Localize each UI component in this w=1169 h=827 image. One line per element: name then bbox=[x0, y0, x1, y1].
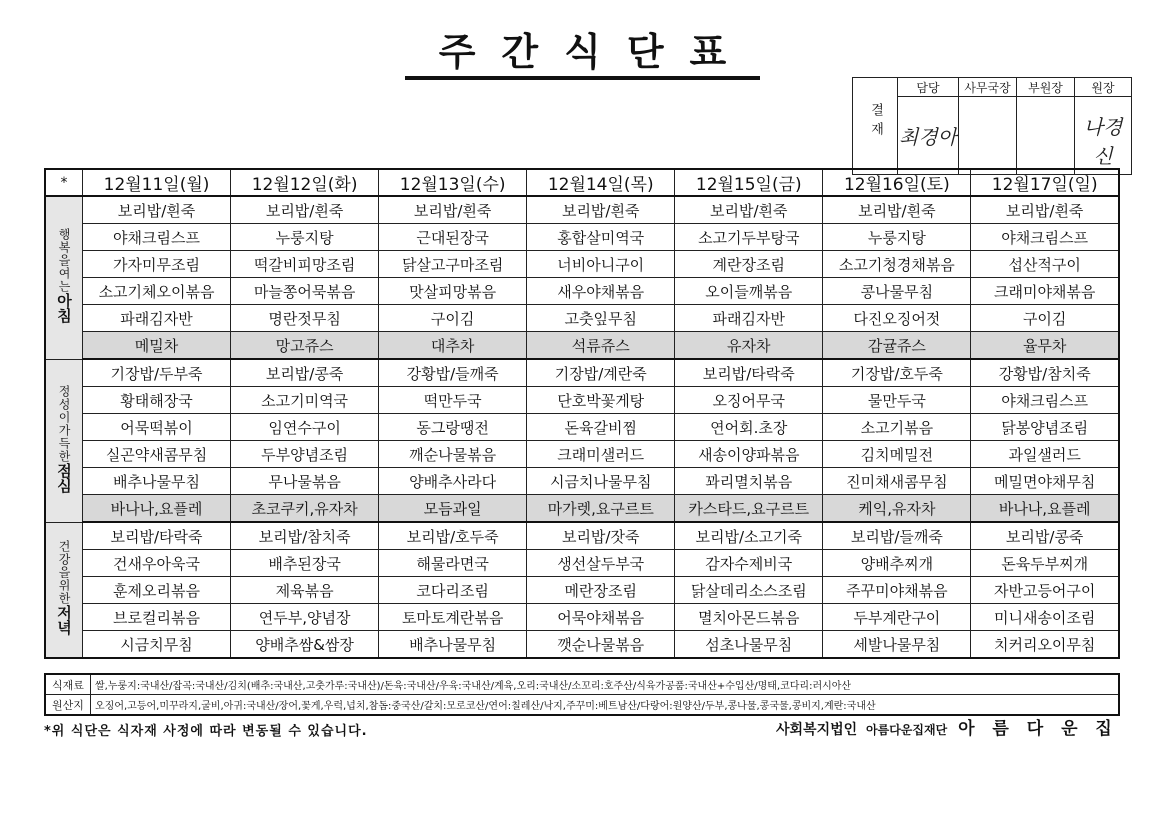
menu-cell: 보리밥/흰죽 bbox=[823, 196, 971, 224]
menu-cell: 브로컬리볶음 bbox=[83, 604, 231, 631]
day-header: 12월16일(토) bbox=[823, 169, 971, 196]
menu-cell: 기장밥/두부죽 bbox=[83, 359, 231, 387]
menu-cell: 토마토계란볶음 bbox=[379, 604, 527, 631]
day-header-row bbox=[45, 169, 1119, 196]
menu-cell: 과일샐러드 bbox=[971, 441, 1119, 468]
menu-row bbox=[45, 414, 1119, 441]
menu-cell: 자반고등어구이 bbox=[971, 577, 1119, 604]
day-header: 12월15일(금) bbox=[675, 169, 823, 196]
meal-main-label: 점심 bbox=[55, 462, 73, 493]
menu-row bbox=[45, 468, 1119, 495]
menu-cell: 김치메밀전 bbox=[823, 441, 971, 468]
menu-cell: 두부양념조림 bbox=[231, 441, 379, 468]
menu-row bbox=[45, 550, 1119, 577]
menu-cell: 고춧잎무침 bbox=[527, 305, 675, 332]
menu-cell: 보리밥/타락죽 bbox=[675, 359, 823, 387]
origin-label-ingredients: 식재료 bbox=[45, 674, 91, 695]
menu-cell: 어묵떡볶이 bbox=[83, 414, 231, 441]
corner-cell: * bbox=[45, 169, 83, 196]
meal-label-text bbox=[56, 540, 72, 635]
menu-cell: 보리밥/타락죽 bbox=[83, 522, 231, 550]
meal-label bbox=[45, 359, 83, 522]
role-vice-director: 부원장 bbox=[1017, 78, 1075, 97]
menu-cell: 기장밥/호두죽 bbox=[823, 359, 971, 387]
menu-cell: 너비아니구이 bbox=[527, 251, 675, 278]
menu-cell: 감자수제비국 bbox=[675, 550, 823, 577]
menu-cell: 코다리조림 bbox=[379, 577, 527, 604]
snack-cell: 율무차 bbox=[971, 332, 1119, 360]
menu-cell: 보리밥/들깨죽 bbox=[823, 522, 971, 550]
origin-table bbox=[44, 673, 1120, 716]
org-foundation: 아름다운집재단 bbox=[866, 723, 948, 737]
menu-cell: 명란젓무침 bbox=[231, 305, 379, 332]
menu-row bbox=[45, 359, 1119, 387]
menu-cell: 보리밥/흰죽 bbox=[527, 196, 675, 224]
menu-cell: 근대된장국 bbox=[379, 224, 527, 251]
meal-label-text bbox=[56, 228, 72, 323]
menu-cell: 깨순나물볶음 bbox=[379, 441, 527, 468]
menu-cell: 닭살데리소스조림 bbox=[675, 577, 823, 604]
menu-cell: 보리밥/잣죽 bbox=[527, 522, 675, 550]
menu-cell: 돈육두부찌개 bbox=[971, 550, 1119, 577]
snack-cell: 카스타드,요구르트 bbox=[675, 495, 823, 523]
signature-secretary-general bbox=[959, 97, 1017, 175]
snack-cell: 대추차 bbox=[379, 332, 527, 360]
menu-cell: 파래김자반 bbox=[83, 305, 231, 332]
menu-cell: 보리밥/흰죽 bbox=[971, 196, 1119, 224]
snack-cell: 감귤쥬스 bbox=[823, 332, 971, 360]
menu-cell: 보리밥/호두죽 bbox=[379, 522, 527, 550]
menu-cell: 배추나물무침 bbox=[379, 631, 527, 659]
menu-row bbox=[45, 631, 1119, 659]
menu-cell: 동그랑땡전 bbox=[379, 414, 527, 441]
approval-label-text: 결재 bbox=[868, 103, 883, 141]
snack-cell: 유자차 bbox=[675, 332, 823, 360]
snack-cell: 바나나,요플레 bbox=[83, 495, 231, 523]
menu-row bbox=[45, 278, 1119, 305]
menu-cell: 치커리오이무침 bbox=[971, 631, 1119, 659]
signature-staff: 최경아 bbox=[898, 97, 959, 175]
snack-cell: 메밀차 bbox=[83, 332, 231, 360]
menu-cell: 양배추찌개 bbox=[823, 550, 971, 577]
menu-row bbox=[45, 387, 1119, 414]
menu-row bbox=[45, 224, 1119, 251]
menu-cell: 어묵야채볶음 bbox=[527, 604, 675, 631]
menu-cell: 콩나물무침 bbox=[823, 278, 971, 305]
approval-box bbox=[852, 77, 1132, 175]
menu-cell: 강황밥/참치죽 bbox=[971, 359, 1119, 387]
menu-cell: 오징어무국 bbox=[675, 387, 823, 414]
menu-cell: 보리밥/소고기죽 bbox=[675, 522, 823, 550]
menu-cell: 계란장조림 bbox=[675, 251, 823, 278]
menu-cell: 배추된장국 bbox=[231, 550, 379, 577]
menu-row bbox=[45, 604, 1119, 631]
menu-cell: 소고기볶음 bbox=[823, 414, 971, 441]
role-secretary-general: 사무국장 bbox=[959, 78, 1017, 97]
day-header: 12월17일(일) bbox=[971, 169, 1119, 196]
menu-cell: 세발나물무침 bbox=[823, 631, 971, 659]
snack-row bbox=[45, 332, 1119, 360]
menu-cell: 연어회.초장 bbox=[675, 414, 823, 441]
menu-cell: 누룽지탕 bbox=[823, 224, 971, 251]
menu-cell: 깻순나물볶음 bbox=[527, 631, 675, 659]
menu-cell: 양배추사라다 bbox=[379, 468, 527, 495]
menu-cell: 연두부,양념장 bbox=[231, 604, 379, 631]
menu-cell: 구이김 bbox=[971, 305, 1119, 332]
menu-cell: 생선살두부국 bbox=[527, 550, 675, 577]
signature-vice-director bbox=[1017, 97, 1075, 175]
meal-label-text bbox=[56, 385, 72, 493]
snack-cell: 석류쥬스 bbox=[527, 332, 675, 360]
menu-cell: 기장밥/계란죽 bbox=[527, 359, 675, 387]
menu-cell: 양배추쌈&쌈장 bbox=[231, 631, 379, 659]
menu-cell: 섭산적구이 bbox=[971, 251, 1119, 278]
menu-cell: 실곤약새콤무침 bbox=[83, 441, 231, 468]
approval-label bbox=[853, 78, 898, 175]
menu-cell: 소고기두부탕국 bbox=[675, 224, 823, 251]
menu-row bbox=[45, 577, 1119, 604]
snack-cell: 망고쥬스 bbox=[231, 332, 379, 360]
menu-cell: 보리밥/흰죽 bbox=[379, 196, 527, 224]
meal-main-label: 아침 bbox=[55, 293, 73, 324]
menu-cell: 건새우아욱국 bbox=[83, 550, 231, 577]
origin-label-origin: 원산지 bbox=[45, 695, 91, 716]
menu-cell: 맛살피망볶음 bbox=[379, 278, 527, 305]
meal-label bbox=[45, 196, 83, 359]
menu-cell: 소고기청경채볶음 bbox=[823, 251, 971, 278]
role-staff: 담당 bbox=[898, 78, 959, 97]
menu-cell: 닭봉양념조림 bbox=[971, 414, 1119, 441]
menu-cell: 돈육갈비찜 bbox=[527, 414, 675, 441]
snack-cell: 마가렛,요구르트 bbox=[527, 495, 675, 523]
menu-cell: 배추나물무침 bbox=[83, 468, 231, 495]
menu-cell: 멸치아몬드볶음 bbox=[675, 604, 823, 631]
menu-row bbox=[45, 522, 1119, 550]
menu-cell: 새송이양파볶음 bbox=[675, 441, 823, 468]
menu-cell: 섬초나물무침 bbox=[675, 631, 823, 659]
menu-cell: 다진오징어젓 bbox=[823, 305, 971, 332]
menu-cell: 단호박꽃게탕 bbox=[527, 387, 675, 414]
menu-cell: 닭살고구마조림 bbox=[379, 251, 527, 278]
menu-cell: 소고기미역국 bbox=[231, 387, 379, 414]
menu-row bbox=[45, 441, 1119, 468]
menu-cell: 시금치나물무침 bbox=[527, 468, 675, 495]
menu-cell: 보리밥/콩죽 bbox=[971, 522, 1119, 550]
meal-label bbox=[45, 522, 83, 658]
menu-cell: 보리밥/흰죽 bbox=[675, 196, 823, 224]
menu-cell: 해물라면국 bbox=[379, 550, 527, 577]
menu-cell: 제육볶음 bbox=[231, 577, 379, 604]
menu-cell: 보리밥/참치죽 bbox=[231, 522, 379, 550]
menu-cell: 가자미무조림 bbox=[83, 251, 231, 278]
menu-row bbox=[45, 251, 1119, 278]
weekly-menu-table bbox=[44, 168, 1120, 659]
menu-cell: 야채크림스프 bbox=[971, 224, 1119, 251]
org-prefix: 사회복지법인 bbox=[776, 722, 858, 738]
change-notice: *위 식단은 식자재 사정에 따라 변동될 수 있습니다. bbox=[44, 724, 368, 739]
snack-cell: 모듬과일 bbox=[379, 495, 527, 523]
menu-cell: 메란장조림 bbox=[527, 577, 675, 604]
page-title: 주간식단표 bbox=[405, 28, 760, 80]
menu-cell: 메밀면야채무침 bbox=[971, 468, 1119, 495]
menu-cell: 누룽지탕 bbox=[231, 224, 379, 251]
menu-cell: 훈제오리볶음 bbox=[83, 577, 231, 604]
menu-cell: 떡갈비피망조림 bbox=[231, 251, 379, 278]
menu-cell: 소고기체오이볶음 bbox=[83, 278, 231, 305]
day-header: 12월13일(수) bbox=[379, 169, 527, 196]
menu-cell: 주꾸미야채볶음 bbox=[823, 577, 971, 604]
org-name: 아 름 다 운 집 bbox=[958, 719, 1118, 739]
snack-cell: 바나나,요플레 bbox=[971, 495, 1119, 523]
meal-sub-label: 정성이가득한 bbox=[57, 384, 71, 463]
menu-cell: 진미채새콤무침 bbox=[823, 468, 971, 495]
menu-cell: 보리밥/콩죽 bbox=[231, 359, 379, 387]
origin-line-1: 쌀,누룽지:국내산/잡곡:국내산/김치(배추:국내산,고춧가루:국내산)/돈육:국내산/우육:국내산/계육,오리:국내산/소꼬리:호주산/식육가공품:국내산+수입산/명태,코다리:러시아산 bbox=[91, 674, 1120, 695]
menu-cell: 마늘쫑어묵볶음 bbox=[231, 278, 379, 305]
menu-cell: 오이들깨볶음 bbox=[675, 278, 823, 305]
menu-cell: 새우야채볶음 bbox=[527, 278, 675, 305]
snack-cell: 케익,유자차 bbox=[823, 495, 971, 523]
menu-cell: 보리밥/흰죽 bbox=[83, 196, 231, 224]
snack-cell: 초코쿠키,유자차 bbox=[231, 495, 379, 523]
meal-main-label: 저녁 bbox=[55, 605, 73, 636]
menu-cell: 물만두국 bbox=[823, 387, 971, 414]
menu-cell: 황태해장국 bbox=[83, 387, 231, 414]
meal-sub-label: 행복을여는 bbox=[57, 228, 71, 294]
menu-cell: 떡만두국 bbox=[379, 387, 527, 414]
menu-cell: 야채크림스프 bbox=[971, 387, 1119, 414]
signature-director: 나경신 bbox=[1075, 97, 1132, 175]
menu-cell: 보리밥/흰죽 bbox=[231, 196, 379, 224]
menu-cell: 임연수구이 bbox=[231, 414, 379, 441]
menu-cell: 강황밥/들깨죽 bbox=[379, 359, 527, 387]
meal-sub-label: 건강을위한 bbox=[57, 540, 71, 606]
menu-cell: 크래미샐러드 bbox=[527, 441, 675, 468]
menu-cell: 파래김자반 bbox=[675, 305, 823, 332]
menu-cell: 꽈리멸치볶음 bbox=[675, 468, 823, 495]
organization-footer bbox=[776, 714, 1118, 739]
menu-cell: 구이김 bbox=[379, 305, 527, 332]
menu-row bbox=[45, 196, 1119, 224]
menu-row bbox=[45, 305, 1119, 332]
day-header: 12월12일(화) bbox=[231, 169, 379, 196]
origin-line-2: 오징어,고등어,미꾸라지,굴비,아귀:국내산/장어,꽃게,우럭,넙치,참돔:중국산/갈치:모로코산/연어:칠레산/낙지,주꾸미:베트남산/다랑어:원양산/두부,콩나물,콩국물,콩비지,계란:국내산 bbox=[91, 695, 1120, 716]
menu-cell: 시금치무침 bbox=[83, 631, 231, 659]
menu-cell: 두부계란구이 bbox=[823, 604, 971, 631]
menu-cell: 미니새송이조림 bbox=[971, 604, 1119, 631]
menu-cell: 야채크림스프 bbox=[83, 224, 231, 251]
menu-cell: 홍합살미역국 bbox=[527, 224, 675, 251]
menu-cell: 무나물볶음 bbox=[231, 468, 379, 495]
snack-row bbox=[45, 495, 1119, 523]
menu-cell: 크래미야채볶음 bbox=[971, 278, 1119, 305]
day-header: 12월11일(월) bbox=[83, 169, 231, 196]
role-director: 원장 bbox=[1075, 78, 1132, 97]
day-header: 12월14일(목) bbox=[527, 169, 675, 196]
